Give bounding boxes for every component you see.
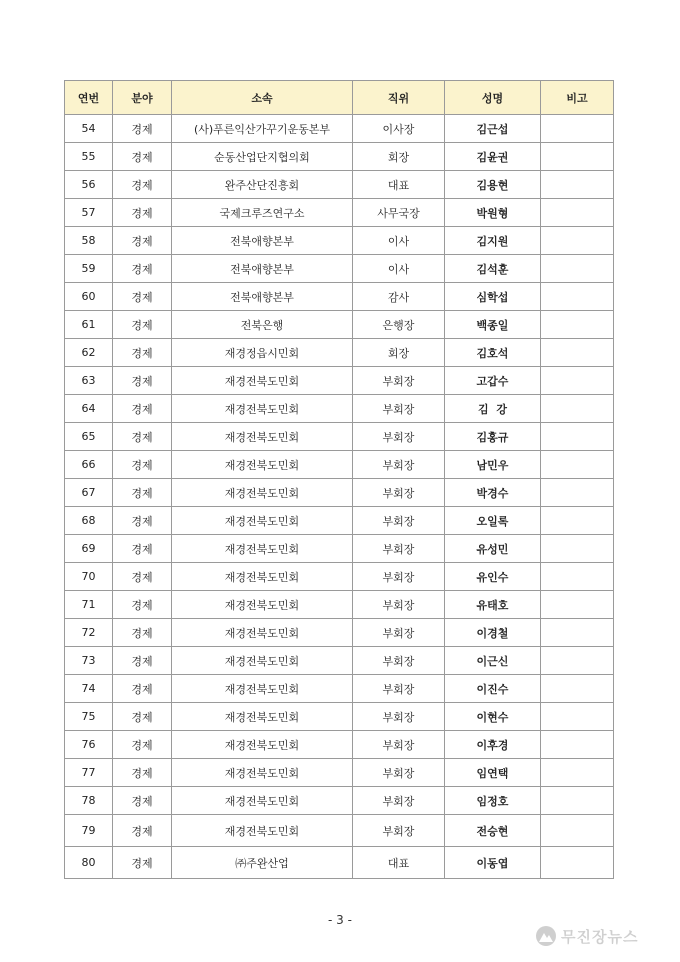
- cell-org: 재경전북도민회: [172, 507, 353, 535]
- cell-name: 김석훈: [445, 255, 541, 283]
- cell-org: 재경전북도민회: [172, 479, 353, 507]
- cell-name: 이근신: [445, 647, 541, 675]
- cell-note: [541, 815, 614, 847]
- cell-org: 재경전북도민회: [172, 647, 353, 675]
- table-row: [65, 395, 614, 423]
- roster-table: [64, 80, 614, 879]
- table-row: [65, 619, 614, 647]
- cell-note: [541, 507, 614, 535]
- cell-no: 68: [65, 507, 113, 535]
- cell-no: 77: [65, 759, 113, 787]
- cell-field: 경제: [113, 283, 172, 311]
- header-field: 분야: [113, 81, 172, 115]
- cell-name: 심학섭: [445, 283, 541, 311]
- cell-no: 66: [65, 451, 113, 479]
- table-row: [65, 367, 614, 395]
- cell-note: [541, 535, 614, 563]
- cell-field: 경제: [113, 423, 172, 451]
- cell-name: 김윤권: [445, 143, 541, 171]
- table-row: [65, 311, 614, 339]
- cell-field: 경제: [113, 619, 172, 647]
- cell-note: [541, 479, 614, 507]
- cell-name: 이경철: [445, 619, 541, 647]
- header-no: 연번: [65, 81, 113, 115]
- cell-position: 부회장: [353, 591, 445, 619]
- cell-position: 부회장: [353, 731, 445, 759]
- cell-position: 부회장: [353, 423, 445, 451]
- cell-field: 경제: [113, 787, 172, 815]
- cell-position: 부회장: [353, 395, 445, 423]
- cell-position: 부회장: [353, 451, 445, 479]
- cell-position: 이사장: [353, 115, 445, 143]
- cell-no: 72: [65, 619, 113, 647]
- cell-position: 부회장: [353, 507, 445, 535]
- watermark-text: 무진장뉴스: [561, 927, 639, 946]
- cell-note: [541, 759, 614, 787]
- cell-name: 백종일: [445, 311, 541, 339]
- cell-no: 74: [65, 675, 113, 703]
- cell-no: 63: [65, 367, 113, 395]
- table-row: [65, 143, 614, 171]
- cell-position: 부회장: [353, 787, 445, 815]
- cell-name: 김용현: [445, 171, 541, 199]
- cell-name: 박경수: [445, 479, 541, 507]
- cell-note: [541, 339, 614, 367]
- cell-org: 재경전북도민회: [172, 787, 353, 815]
- cell-org: 재경전북도민회: [172, 815, 353, 847]
- cell-note: [541, 675, 614, 703]
- cell-name: 박원형: [445, 199, 541, 227]
- cell-name: 임정호: [445, 787, 541, 815]
- cell-no: 70: [65, 563, 113, 591]
- cell-note: [541, 563, 614, 591]
- cell-no: 57: [65, 199, 113, 227]
- cell-no: 78: [65, 787, 113, 815]
- cell-org: ㈜주완산업: [172, 847, 353, 879]
- cell-name: 오일록: [445, 507, 541, 535]
- cell-position: 회장: [353, 339, 445, 367]
- cell-note: [541, 619, 614, 647]
- table-header-row: [65, 81, 614, 115]
- cell-field: 경제: [113, 451, 172, 479]
- table-row: [65, 451, 614, 479]
- cell-note: [541, 367, 614, 395]
- cell-name: 유성민: [445, 535, 541, 563]
- cell-no: 73: [65, 647, 113, 675]
- cell-note: [541, 255, 614, 283]
- cell-no: 69: [65, 535, 113, 563]
- table-row: [65, 171, 614, 199]
- cell-note: [541, 647, 614, 675]
- cell-field: 경제: [113, 339, 172, 367]
- cell-org: (사)푸른익산가꾸기운동본부: [172, 115, 353, 143]
- cell-no: 76: [65, 731, 113, 759]
- cell-org: 재경전북도민회: [172, 563, 353, 591]
- cell-name: 유태호: [445, 591, 541, 619]
- cell-note: [541, 703, 614, 731]
- cell-org: 국제크루즈연구소: [172, 199, 353, 227]
- cell-name: 전승현: [445, 815, 541, 847]
- cell-name: 고갑수: [445, 367, 541, 395]
- table-row: [65, 815, 614, 847]
- page-number: - 3 -: [328, 913, 352, 927]
- cell-org: 재경전북도민회: [172, 759, 353, 787]
- header-note: 비고: [541, 81, 614, 115]
- cell-position: 부회장: [353, 367, 445, 395]
- cell-no: 60: [65, 283, 113, 311]
- cell-note: [541, 227, 614, 255]
- cell-note: [541, 451, 614, 479]
- cell-position: 부회장: [353, 619, 445, 647]
- cell-position: 부회장: [353, 479, 445, 507]
- cell-org: 재경정읍시민회: [172, 339, 353, 367]
- cell-no: 64: [65, 395, 113, 423]
- cell-org: 재경전북도민회: [172, 591, 353, 619]
- cell-note: [541, 171, 614, 199]
- cell-no: 62: [65, 339, 113, 367]
- cell-name: 남민우: [445, 451, 541, 479]
- cell-no: 79: [65, 815, 113, 847]
- table-row: [65, 703, 614, 731]
- cell-field: 경제: [113, 731, 172, 759]
- watermark: [536, 922, 676, 950]
- cell-no: 67: [65, 479, 113, 507]
- cell-no: 71: [65, 591, 113, 619]
- table-row: [65, 563, 614, 591]
- cell-note: [541, 847, 614, 879]
- cell-field: 경제: [113, 703, 172, 731]
- cell-note: [541, 143, 614, 171]
- cell-name: 이현수: [445, 703, 541, 731]
- cell-no: 54: [65, 115, 113, 143]
- table-row: [65, 731, 614, 759]
- cell-no: 56: [65, 171, 113, 199]
- cell-note: [541, 423, 614, 451]
- cell-field: 경제: [113, 479, 172, 507]
- cell-field: 경제: [113, 367, 172, 395]
- cell-field: 경제: [113, 507, 172, 535]
- cell-no: 59: [65, 255, 113, 283]
- cell-field: 경제: [113, 227, 172, 255]
- table-row: [65, 647, 614, 675]
- cell-note: [541, 283, 614, 311]
- header-name: 성명: [445, 81, 541, 115]
- cell-position: 회장: [353, 143, 445, 171]
- cell-position: 대표: [353, 171, 445, 199]
- cell-org: 재경전북도민회: [172, 675, 353, 703]
- cell-position: 부회장: [353, 815, 445, 847]
- table-row: [65, 535, 614, 563]
- cell-field: 경제: [113, 647, 172, 675]
- table-row: [65, 199, 614, 227]
- cell-name: 임연택: [445, 759, 541, 787]
- cell-note: [541, 731, 614, 759]
- cell-note: [541, 787, 614, 815]
- cell-note: [541, 395, 614, 423]
- cell-field: 경제: [113, 535, 172, 563]
- cell-note: [541, 591, 614, 619]
- cell-org: 재경전북도민회: [172, 395, 353, 423]
- cell-position: 대표: [353, 847, 445, 879]
- cell-position: 이사: [353, 227, 445, 255]
- cell-field: 경제: [113, 143, 172, 171]
- cell-position: 부회장: [353, 703, 445, 731]
- cell-note: [541, 199, 614, 227]
- cell-field: 경제: [113, 199, 172, 227]
- table-row: [65, 255, 614, 283]
- table-row: [65, 339, 614, 367]
- cell-position: 감사: [353, 283, 445, 311]
- cell-org: 전북은행: [172, 311, 353, 339]
- table-row: [65, 591, 614, 619]
- mountain-logo-icon: [536, 926, 556, 946]
- cell-org: 재경전북도민회: [172, 367, 353, 395]
- cell-name: 이후경: [445, 731, 541, 759]
- cell-no: 61: [65, 311, 113, 339]
- cell-field: 경제: [113, 563, 172, 591]
- cell-position: 이사: [353, 255, 445, 283]
- cell-org: 재경전북도민회: [172, 423, 353, 451]
- table-row: [65, 787, 614, 815]
- cell-org: 전북애향본부: [172, 255, 353, 283]
- cell-org: 재경전북도민회: [172, 619, 353, 647]
- cell-no: 75: [65, 703, 113, 731]
- cell-org: 순동산업단지협의회: [172, 143, 353, 171]
- cell-org: 재경전북도민회: [172, 703, 353, 731]
- cell-org: 재경전북도민회: [172, 731, 353, 759]
- cell-field: 경제: [113, 171, 172, 199]
- table-row: [65, 507, 614, 535]
- cell-name: 유인수: [445, 563, 541, 591]
- cell-name: 김 강: [445, 395, 541, 423]
- cell-name: 이동엽: [445, 847, 541, 879]
- table-row: [65, 283, 614, 311]
- table-row: [65, 847, 614, 879]
- cell-position: 부회장: [353, 563, 445, 591]
- cell-org: 재경전북도민회: [172, 535, 353, 563]
- table-row: [65, 675, 614, 703]
- cell-name: 김지원: [445, 227, 541, 255]
- cell-name: 김근섭: [445, 115, 541, 143]
- cell-position: 부회장: [353, 535, 445, 563]
- cell-no: 58: [65, 227, 113, 255]
- cell-no: 80: [65, 847, 113, 879]
- cell-field: 경제: [113, 255, 172, 283]
- cell-org: 재경전북도민회: [172, 451, 353, 479]
- cell-name: 김호석: [445, 339, 541, 367]
- cell-name: 김홍규: [445, 423, 541, 451]
- cell-name: 이진수: [445, 675, 541, 703]
- table-body: [65, 115, 614, 879]
- cell-field: 경제: [113, 759, 172, 787]
- cell-no: 55: [65, 143, 113, 171]
- cell-position: 은행장: [353, 311, 445, 339]
- table-row: [65, 479, 614, 507]
- cell-field: 경제: [113, 815, 172, 847]
- cell-field: 경제: [113, 311, 172, 339]
- cell-note: [541, 311, 614, 339]
- cell-note: [541, 115, 614, 143]
- cell-position: 부회장: [353, 647, 445, 675]
- cell-org: 전북애향본부: [172, 227, 353, 255]
- cell-no: 65: [65, 423, 113, 451]
- cell-field: 경제: [113, 395, 172, 423]
- header-position: 직위: [353, 81, 445, 115]
- cell-field: 경제: [113, 591, 172, 619]
- header-org: 소속: [172, 81, 353, 115]
- table-row: [65, 423, 614, 451]
- cell-position: 사무국장: [353, 199, 445, 227]
- cell-org: 전북애향본부: [172, 283, 353, 311]
- cell-field: 경제: [113, 675, 172, 703]
- cell-field: 경제: [113, 115, 172, 143]
- table-row: [65, 115, 614, 143]
- cell-org: 완주산단진흥회: [172, 171, 353, 199]
- table-row: [65, 227, 614, 255]
- cell-field: 경제: [113, 847, 172, 879]
- table-row: [65, 759, 614, 787]
- cell-position: 부회장: [353, 759, 445, 787]
- cell-position: 부회장: [353, 675, 445, 703]
